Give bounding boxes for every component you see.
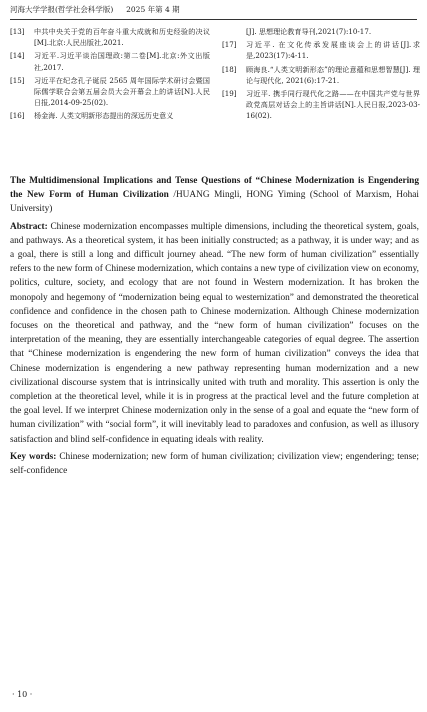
page-number: · 10 ·	[12, 690, 33, 699]
reference-number: [14]	[10, 51, 25, 61]
running-header	[10, 5, 417, 15]
reference-number: [15]	[10, 75, 25, 85]
keywords-text: Chinese modernization; new form of human civilization; civilization view; engendering; tense; self-confidence	[10, 451, 419, 477]
reference-text: 习近平. 携手同行现代化之路——在中国共产党与世界政党高层对话会上的主旨讲话[N].人民日报,2023-03-16(02).	[246, 89, 420, 121]
issue-label: 2025 年第 4 期	[126, 5, 180, 14]
journal-name: 河海大学学报(哲学社会科学版)	[10, 5, 114, 14]
references-left-column	[10, 26, 210, 124]
reference-text: 杨金海. 人类文明新形态提出的深远历史意义	[34, 111, 174, 121]
title-text: The Multidimensional Implications and Tense Questions of “Chinese Modernization is Engendering the New Form of Human Civilization	[10, 176, 419, 201]
reference-item	[222, 64, 420, 86]
reference-text: 顾海良.“人类文明新形态”的理论意蕴和思想智慧[J]. 理论与现代化, 2021(6):17-21.	[246, 64, 420, 85]
abstract-paragraph	[10, 220, 419, 447]
reference-item	[10, 75, 210, 109]
reference-item	[10, 50, 210, 72]
english-title	[10, 174, 419, 217]
author-affiliation: /HUANG Mingli, HONG Yiming (School of Marxism, Hohai University)	[10, 190, 419, 215]
reference-text: 中共中央关于党的百年奋斗重大成就和历史经验的决议[M].北京:人民出版社,2021.	[34, 27, 210, 48]
reference-item	[10, 26, 210, 48]
reference-text: 习近平在纪念孔子诞辰 2565 周年国际学术研讨会暨国际儒学联合会第五届会员大会开幕会上的讲话[N].人民日报,2014-09-25(02).	[34, 75, 210, 108]
reference-number: [13]	[10, 27, 25, 36]
references-right-column	[222, 26, 420, 124]
reference-number: [17]	[222, 40, 237, 50]
english-abstract-block	[10, 174, 419, 478]
reference-number: [18]	[222, 64, 237, 74]
reference-item	[222, 88, 420, 122]
reference-text: 习近平. 在文化传承发展座谈会上的讲话[J].求是,2023(17):4-11.	[246, 40, 420, 61]
reference-text: 习近平.习近平谈治国理政:第二卷[M].北京:外文出版社,2017.	[34, 51, 210, 72]
reference-continuation: [J]. 思想理论教育导刊,2021(7):10-17.	[246, 27, 372, 36]
keywords-paragraph	[10, 450, 419, 478]
abstract-text: Chinese modernization encompasses multiple dimensions, including the theoretical system, goals, and pathways. As a theoretical system, it has been initially constructed; as a pathway, it is under way; and as a goal, there is still a long and difficult journey ahead. “The new form of human civilization” essentially refers to the new form of Chinese modernization, which contains a new type of civilization view on economy, politics, culture, society, and ecology that are not found in Western modernization. It has broken the monopoly and hegemony of “modernization being equal to westernization” and demonstrated the theoretical confidence and confidence in the chosen path to Chinese modernization. Although Chinese modernization focuses on the theoretical and pathway, and the “new form of human civilization” focuses on the interpretation of the meaning, they are essentially interchangeable categories of equal degree. The assertion that “Chinese modernization is engendering the new form of human civilization” conveys the idea that Chinese modernization is engendering a new pathway representing human modernization and a new civilizational discourse system that is intrinsically united with truth and morality. This assertion is only the completion at the theoretical level, while it is in progress at the practical level and the future completion at the goal level. If we interpret Chinese modernization only in the sense of a goal and equate the “new form of human civilization” with “social form”, it will inevitably lead to paradoxes and confusion, as well as illusory satisfaction and blind self-confidence in equating ideals with reality.	[10, 221, 419, 445]
reference-number: [16]	[10, 111, 25, 121]
reference-item	[222, 39, 420, 61]
abstract-label: Abstract:	[10, 221, 48, 232]
reference-item	[10, 110, 210, 121]
reference-number: [19]	[222, 89, 237, 99]
keywords-label: Key words:	[10, 451, 57, 462]
header-rule	[10, 19, 417, 20]
